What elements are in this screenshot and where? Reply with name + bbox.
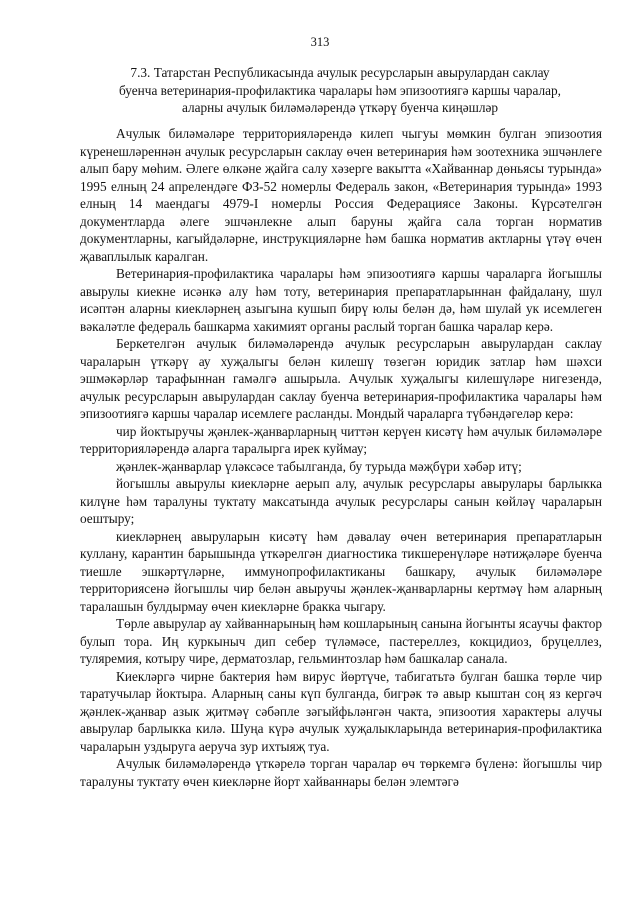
paragraph: Киекләргә чирне бактерия һәм вирус йөртүче, табигатьтә булган башка төрле чир таратучылар йоктыра. Аларның саны күп булганда, бигрәк тә авыр кыштан соң яз кергәч җәнлек-җанвар азык җитмәү сәбәпле зәгыйфьләнгән чакта, эпизоотия характеры алучы авырулар барлыкка килә. Шуңа күрә ачулык хуҗалыкларында ветеринария-профилактика чараларын уздыруга аеруча зур ихтыяҗ туа. [80,668,602,754]
section-heading-line: буенча ветеринария-профилактика чаралары һәм эпизоотиягә каршы чаралар, [119,82,561,98]
list-item: киекләрнең авыруларын кисәтү һәм дәвалау өчен ветеринария препаратларын куллану, карантин барышында үткәрелгән диагностика тикшеренүләре нәтиҗәләре буенча тиешле эшкәртүләрне, иммунопрофилактиканы башкару, ачулык биләмәләре территориясенә йогышлы чир белән авыручы җәнлек-җанварларны кертмәү һәм аларның таралашын булдырмау өчен киекләрне бракка чыгару. [80,528,602,614]
body-text [80,125,602,790]
list-item: җәнлек-җанварлар үләксәсе табылганда, бу турыда мәҗбүри хәбәр итү; [116,458,522,474]
paragraph: Төрле авырулар ау хайваннарының һәм кошларының санына йогынты ясаучы фактор булып тора. Иң куркыныч дип себер түләмәсе, пастереллез, кокцидиоз, бруцеллез, туляремия, котыру чире, дерматозлар, гельминтозлар һәм башкалар санала. [80,616,602,666]
section-heading-line: 7.3. Татарстан Республикасында ачулык ресурсларын авырулардан саклау [130,65,550,80]
paragraph: Ветеринария-профилактика чаралары һәм эпизоотиягә каршы чараларга йогышлы авырулы киекне исәнкә алу һәм тоту, ветеринария препаратларыннан файдалану, шул исәптән аларны киекләрнең азыгына кушып бирү юлы белән дә, һәм шулай ук исемлеген вәкаләтле федераль башкарма хакимият органы раслый торган башка чаралар керә. [80,266,602,334]
paragraph: Ачулык биләмәләре территорияләрендә килеп чыгуы мөмкин булган эпизоотия күренешләреннән ачулык ресурсларын саклау өчен ветеринария һәм зоотехника эшчәнлеге алып бару мөһим. Әлеге өлкәне җайга салу хәзерге вакытта «Хайваннар дөньясы турында» 1995 елның 24 апрелендәге ФЗ-52 номерлы Федераль закон, «Ветеринария турында» 1993 елның 14 маендагы 4979-I номерлы Россия Федерациясе Законы. Күрсәтелгән документларда әлеге эшчәнлекне алып баруны җайга сала торган норматив документларны, кагыйдәләрне, инструкцияләрне һәм башка норматив актларны үтәү өчен җаваплылык каралган. [80,126,602,264]
section-heading-line: аларны ачулык биләмәләрендә үткәрү буенча киңәшләр [181,100,499,115]
paragraph: Беркетелгән ачулык биләмәләрендә ачулык ресурсларын авырулардан саклау чараларын үткәрү ау хуҗалыгы белән килешү төзегән юридик затлар һәм шәхси эшмәкәрләр тарафыннан гамәлгә ашырыла. Ачулык хуҗалыгы килешүләре нигезендә, ачулык ресурсларын авырулардан саклау буенча ветеринария-профилактика чаралары һәм эпизоотиягә каршы чаралар исемлеге расланды. Мондый чараларга түбәндәгеләр керә: [80,336,602,421]
section-heading [80,64,600,117]
page-number: 313 [310,35,330,49]
list-item: йогышлы авырулы киекләрне аерып алу, ачулык ресурслары авырулары барлыкка килүне һәм таралуны туктату максатында ачулык ресурслары санын көйләү чараларын оештыру; [80,476,602,526]
paragraph: Ачулык биләмәләрендә үткәрелә торган чаралар өч төркемгә бүленә: йогышлы чир таралуны туктату өчен киекләрне йорт хайваннары белән элемтәгә [80,756,602,789]
list-item: чир йоктыручы җәнлек-җанварларның читтән керүен кисәтү һәм ачулык биләмәләре территорияләрендә аларга таралырга ирек куймау; [80,423,602,456]
